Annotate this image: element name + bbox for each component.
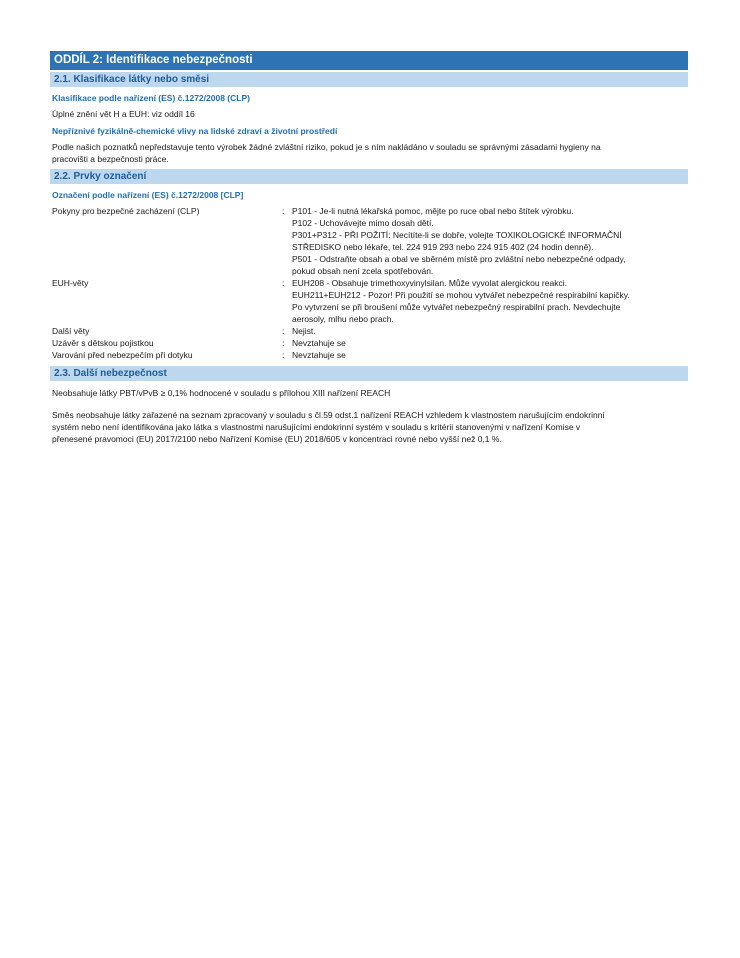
row-value xyxy=(292,349,688,361)
row-value xyxy=(292,277,688,325)
label-row-euh xyxy=(52,277,688,325)
endocrine-line: Směs neobsahuje látky zařazené na seznam zpracovaný v souladu s čl.59 odst.1 nařízení REACH vzhledem k vlastnostem narušujícím endokrinní xyxy=(52,410,605,420)
label-row-precautionary xyxy=(52,205,688,277)
adverse-effects-heading: Nepříznivé fyzikálně-chemické vlivy na lidské zdraví a životní prostředí xyxy=(52,126,338,136)
pbt-text: Neobsahuje látky PBT/vPvB ≥ 0,1% hodnocené v souladu s přílohou XIII nařízení REACH xyxy=(52,388,391,398)
row-label: Varování před nebezpečím při dotyku xyxy=(52,350,193,360)
clp-classification-text: Úplné znění vět H a EUH: viz oddíl 16 xyxy=(52,109,195,119)
endocrine-line: systém nebo není identifikována jako látka s vlastnostmi narušujícími endokrinní systém v souladu s kritérii stanovenými v nařízení Komise v xyxy=(52,422,581,432)
label-row-child-resistant xyxy=(52,337,688,349)
subsection-2-3-title: 2.3. Další nebezpečnost xyxy=(50,366,688,381)
row-colon: : xyxy=(282,338,285,348)
section-title: ODDÍL 2: Identifikace nebezpečnosti xyxy=(50,51,688,70)
value-line: P501 - Odstraňte obsah a obal ve sběrném místě pro zvláštní nebo nebezpečné odpady, xyxy=(292,254,626,264)
section-content xyxy=(50,51,688,449)
row-label: Pokyny pro bezpečné zacházení (CLP) xyxy=(52,206,200,216)
row-value xyxy=(292,337,688,349)
row-value xyxy=(292,325,688,337)
row-colon: : xyxy=(282,326,285,336)
value-line: EUH208 - Obsahuje trimethoxyvinylsilan. Může vyvolat alergickou reakci. xyxy=(292,278,567,288)
value-line: Nevztahuje se xyxy=(292,350,346,360)
row-label: Uzávěr s dětskou pojistkou xyxy=(52,338,154,348)
value-line: STŘEDISKO nebo lékaře, tel. 224 919 293 nebo 224 915 402 (24 hodin denně). xyxy=(292,242,594,252)
value-line: P101 - Je-li nutná lékařská pomoc, mějte po ruce obal nebo štítek výrobku. xyxy=(292,206,574,216)
row-label: Další věty xyxy=(52,326,90,336)
row-colon: : xyxy=(282,278,285,288)
value-line: Nejist. xyxy=(292,326,316,336)
value-line: pokud obsah není zcela spotřebován. xyxy=(292,266,434,276)
row-colon: : xyxy=(282,206,285,216)
clp-classification-heading: Klasifikace podle nařízení (ES) č.1272/2008 (CLP) xyxy=(52,93,250,103)
subsection-2-2-title: 2.2. Prvky označení xyxy=(50,169,688,184)
row-value xyxy=(292,205,688,277)
adverse-effects-text xyxy=(52,141,688,165)
value-line: P102 - Uchovávejte mimo dosah dětí. xyxy=(292,218,434,228)
subsection-2-1-title: 2.1. Klasifikace látky nebo směsi xyxy=(50,72,688,87)
row-label: EUH-věty xyxy=(52,278,89,288)
endocrine-line: přenesené pravomoci (EU) 2017/2100 nebo Nařízení Komise (EU) 2018/605 v koncentraci rovné nebo vyšší než 0,1 %. xyxy=(52,434,502,444)
adverse-effects-line: Podle našich poznatků nepředstavuje tento výrobek žádné zvláštní riziko, pokud je s ním nakládáno v souladu se správnými zásadami hygieny na xyxy=(52,142,601,152)
value-line: Nevztahuje se xyxy=(292,338,346,348)
clp-labelling-heading: Označení podle nařízení (ES) č.1272/2008 [CLP] xyxy=(52,190,244,200)
row-colon: : xyxy=(282,350,285,360)
endocrine-text xyxy=(52,409,688,445)
label-row-other-phrases xyxy=(52,325,688,337)
value-line: aerosoly, mlhu nebo prach. xyxy=(292,314,394,324)
value-line: P301+P312 - PŘI POŽITÍ: Necítíte-li se dobře, volejte TOXIKOLOGICKÉ INFORMAČNÍ xyxy=(292,230,622,240)
value-line: EUH211+EUH212 - Pozor! Při použití se mohou vytvářet nebezpečné respirabilní kapičky. xyxy=(292,290,630,300)
adverse-effects-line: pracovišti a bezpečnosti práce. xyxy=(52,154,169,164)
value-line: Po vytvrzení se při broušení může vytvářet nebezpečný respirabilní prach. Nevdechujte xyxy=(292,302,621,312)
label-row-tactile-warning xyxy=(52,349,688,361)
